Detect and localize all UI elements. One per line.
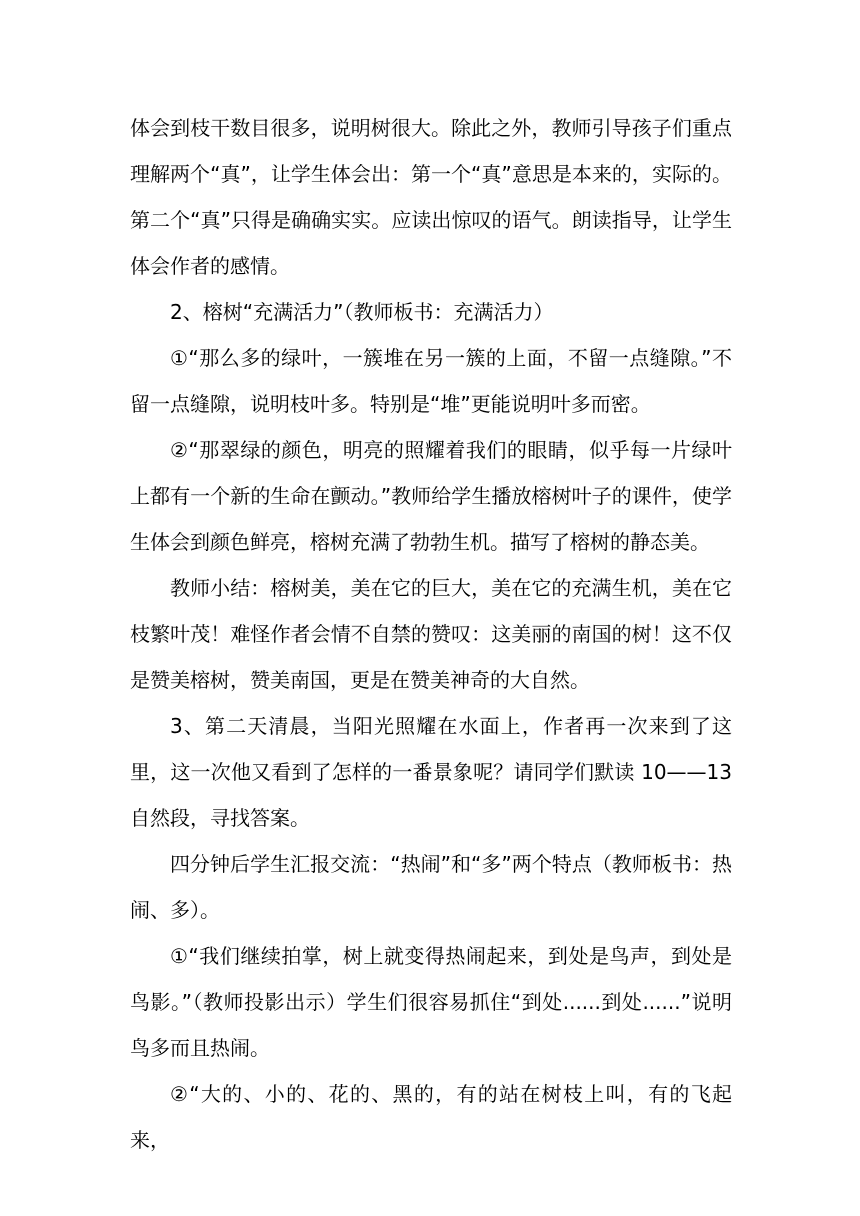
- document-body: [130, 105, 732, 1163]
- paragraph-6-heading: 3、第二天清晨，当阳光照耀在水面上，作者再一次来到了这里，这一次他又看到了怎样的一番景象呢？请同学们默读 10——13 自然段，寻找答案。: [130, 714, 732, 830]
- paragraph-2-heading: 2、榕树“充满活力”（教师板书：充满活力）: [170, 300, 554, 324]
- paragraph-5-summary: 教师小结：榕树美，美在它的巨大，美在它的充满生机，美在它枝繁叶茂！难怪作者会情不自禁的赞叹：这美丽的南国的树！这不仅是赞美榕树，赞美南国，更是在赞美神奇的大自然。: [130, 576, 732, 692]
- paragraph-1: 体会到枝干数目很多，说明树很大。除此之外，教师引导孩子们重点理解两个“真”，让学生体会出：第一个“真”意思是本来的，实际的。第二个“真”只得是确确实实。应读出惊叹的语气。朗读指导，让学生体会作者的感情。: [130, 116, 732, 278]
- paragraph-3: ①“那么多的绿叶，一簇堆在另一簇的上面，不留一点缝隙。”不留一点缝隙，说明枝叶多。特别是“堆”更能说明叶多而密。: [130, 346, 732, 416]
- paragraph-8: ①“我们继续拍掌，树上就变得热闹起来，到处是鸟声，到处是鸟影。”（教师投影出示）学生们很容易抓住“到处......到处......”说明鸟多而且热闹。: [130, 944, 732, 1060]
- paragraph-9: ②“大的、小的、花的、黑的，有的站在树枝上叫，有的飞起来，: [130, 1082, 732, 1152]
- paragraph-7: 四分钟后学生汇报交流：“热闹”和“多”两个特点（教师板书：热闹、多）。: [130, 852, 732, 922]
- paragraph-4: ②“那翠绿的颜色，明亮的照耀着我们的眼睛，似乎每一片绿叶上都有一个新的生命在颤动。”教师给学生播放榕树叶子的课件，使学生体会到颜色鲜亮，榕树充满了勃勃生机。描写了榕树的静态美。: [130, 438, 732, 554]
